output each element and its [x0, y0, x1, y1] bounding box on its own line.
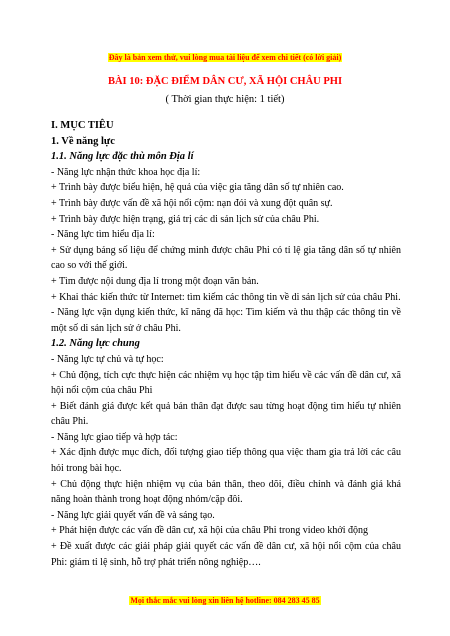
paragraph: - Năng lực giải quyết vấn đề và sáng tạo.: [51, 509, 215, 521]
subsection-heading: 1. Về năng lực: [51, 135, 115, 147]
document-body: [51, 118, 401, 570]
paragraph: - Năng lực vận dụng kiến thức, kĩ năng đã học: Tìm kiếm và thu thập các thông tin về một số di sản lịch sử ở châu Phi.: [51, 307, 401, 334]
preview-notice-banner: [0, 53, 450, 62]
lesson-title: BÀI 10: ĐẶC ĐIỂM DÂN CƯ, XÃ HỘI CHÂU PHI: [107, 76, 343, 87]
paragraph: + Đề xuất được các giải pháp giải quyết các vấn đề dân cư, xã hội nổi cộm của châu Phi: giảm tỉ lệ sinh, hỗ trợ phát triển nông nghiệp….: [51, 541, 401, 568]
paragraph: + Chủ động, tích cực thực hiện các nhiệm vụ học tập tìm hiểu về các vấn đề dân cư, xã hội nổi cộm của châu Phi: [51, 369, 401, 397]
hotline-banner: [0, 596, 450, 605]
paragraph: - Năng lực tìm hiểu địa lí:: [51, 229, 155, 241]
paragraph: + Trình bày được biểu hiện, hệ quả của việc gia tăng dân số tự nhiên cao.: [51, 182, 344, 194]
subsubsection-heading: 1.1. Năng lực đặc thù môn Địa lí: [51, 151, 194, 163]
paragraph: + Chủ động thực hiện nhiệm vụ của bản thân, theo dõi, điều chỉnh và đánh giá khả năng hoàn thành trong hoạt động nhóm/cặp đôi.: [51, 478, 401, 506]
paragraph: + Trình bày được vấn đề xã hội nổi cộm: nạn đói và xung đột quân sự.: [51, 197, 333, 209]
paragraph: + Sử dụng bảng số liệu để chứng minh được châu Phi có tỉ lệ gia tăng dân số tự nhiên cao so với thế giới.: [51, 244, 401, 272]
paragraph: - Năng lực giao tiếp và hợp tác:: [51, 431, 178, 443]
lesson-duration: ( Thời gian thực hiện: 1 tiết): [165, 94, 285, 105]
section-heading: I. MỤC TIÊU: [51, 120, 114, 131]
subsubsection-heading: 1.2. Năng lực chung: [51, 338, 140, 350]
paragraph: + Khai thác kiến thức từ Internet: tìm kiếm các thông tin về di sản lịch sử của châu Phi.: [51, 291, 401, 303]
paragraph: + Phát hiện được các vấn đề dân cư, xã hội của châu Phi trong video khởi động: [51, 525, 368, 537]
paragraph: + Xác định được mục đích, đối tượng giao tiếp thông qua việc tham gia trả lời các câu hỏi trong bài học.: [51, 447, 401, 475]
paragraph: + Biết đánh giá được kết quả bản thân đạt được sau từng hoạt động tìm hiểu tự nhiên châu Phi.: [51, 400, 401, 428]
hotline-text: Mọi thắc mắc vui lòng xin liên hệ hotline: 084 283 45 85: [130, 596, 320, 605]
paragraph: - Năng lực nhận thức khoa học địa lí:: [51, 166, 201, 178]
paragraph: + Trình bày được hiện trạng, giá trị các di sản lịch sử của châu Phi.: [51, 213, 320, 225]
paragraph: - Năng lực tự chủ và tự học:: [51, 353, 164, 365]
paragraph: + Tìm được nội dung địa lí trong một đoạn văn bản.: [51, 275, 259, 287]
preview-notice-text: Đây là bản xem thử, vui lòng mua tài liệu để xem chi tiết (có lời giải): [108, 53, 342, 62]
